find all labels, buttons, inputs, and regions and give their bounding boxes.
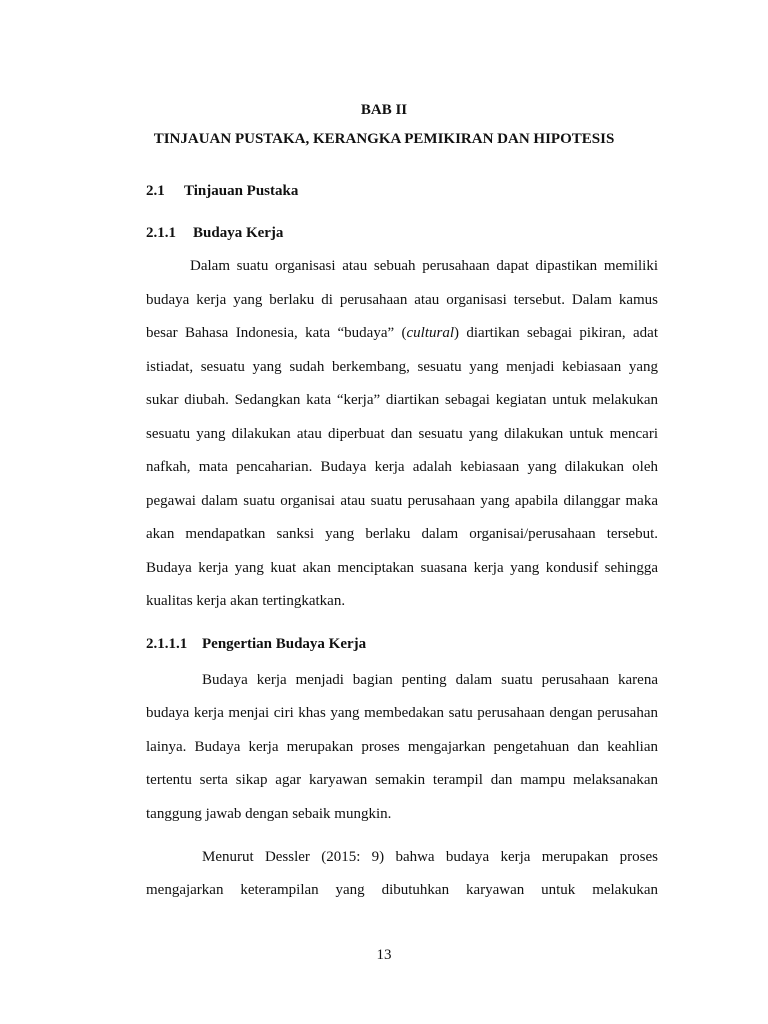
paragraph-line: akan mendapatkan sanksi yang berlaku dalam organisai/perusahaan tersebut.: [146, 526, 658, 542]
section-number: 2.1.1.1: [146, 636, 188, 652]
section-heading-2-1: [146, 182, 298, 200]
section-heading-2-1-1: [146, 224, 283, 242]
paragraph-line: kualitas kerja akan tertingkatkan.: [146, 593, 346, 609]
section-title: Budaya Kerja: [193, 225, 284, 241]
paragraph-line: tanggung jawab dengan sebaik mungkin.: [146, 806, 392, 822]
page-number: 13: [376, 947, 392, 963]
paragraph-line: sesuatu yang dilakukan atau diperbuat dan sesuatu yang dilakukan untuk mencari: [146, 426, 658, 442]
section-title: Pengertian Budaya Kerja: [202, 636, 367, 652]
paragraph-line: nafkah, mata pencaharian. Budaya kerja adalah kebiasaan yang dilakukan oleh: [146, 459, 658, 475]
paragraph-line: istiadat, sesuatu yang sudah berkembang, sesuatu yang menjadi kebiasaan yang: [146, 359, 658, 375]
paragraph-line: budaya kerja yang berlaku di perusahaan atau organisasi tersebut. Dalam kamus: [146, 292, 658, 308]
section-number: 2.1: [146, 183, 165, 199]
chapter-title: TINJAUAN PUSTAKA, KERANGKA PEMIKIRAN DAN HIPOTESIS: [153, 131, 615, 147]
chapter-label: BAB II: [360, 102, 408, 118]
paragraph-line: sukar diubah. Sedangkan kata “kerja” diartikan sebagai kegiatan untuk melakukan: [146, 392, 658, 408]
paragraph-line: budaya kerja menjai ciri khas yang membedakan satu perusahaan dengan perusahan: [146, 705, 658, 721]
paragraph-line: Menurut Dessler (2015: 9) bahwa budaya kerja merupakan proses: [202, 849, 658, 865]
section-number: 2.1.1: [146, 225, 176, 241]
section-heading-2-1-1-1: [146, 635, 366, 653]
paragraph-line: besar Bahasa Indonesia, kata “budaya” (cultural) diartikan sebagai pikiran, adat: [146, 325, 658, 341]
paragraph-line: lainya. Budaya kerja merupakan proses mengajarkan pengetahuan dan keahlian: [146, 739, 658, 755]
paragraph-line: mengajarkan keterampilan yang dibutuhkan karyawan untuk melakukan: [146, 882, 658, 898]
paragraph-line: pegawai dalam suatu organisai atau suatu perusahaan yang apabila dilanggar maka: [146, 493, 658, 509]
paragraph-line: tertentu serta sikap agar karyawan semakin terampil dan mampu melaksanakan: [146, 772, 658, 788]
paragraph-line: Budaya kerja yang kuat akan menciptakan suasana kerja yang kondusif sehingga: [146, 560, 658, 576]
paragraph-line: Dalam suatu organisasi atau sebuah perusahaan dapat dipastikan memiliki: [190, 258, 658, 274]
section-title: Tinjauan Pustaka: [184, 183, 299, 199]
paragraph-line: Budaya kerja menjadi bagian penting dalam suatu perusahaan karena: [202, 672, 658, 688]
